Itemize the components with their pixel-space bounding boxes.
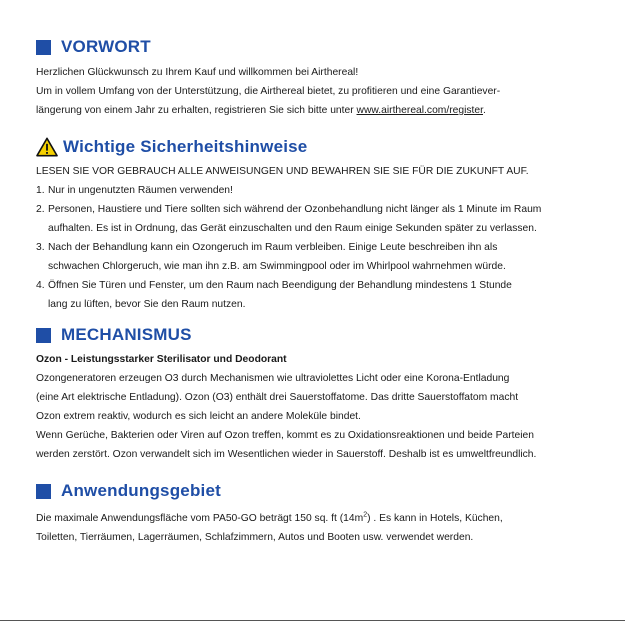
item-number: 4. [36,280,45,291]
usage-line-1 [36,509,596,528]
mechanism-line: werden zerstört. Ozon verwandelt sich im Wesentlichen wieder in Sauerstoff. Deshalb ist es umweltfreundlich. [36,449,537,460]
square-bullet-icon [36,484,51,499]
square-bullet-icon [36,40,51,55]
safety-item [36,276,596,314]
item-text: Personen, Haustiere und Tiere sollten sich während der Ozonbehandlung nicht länger als 1 Minute im Raum [48,204,542,215]
mechanism-line: Ozongeneratoren erzeugen O3 durch Mechanismen wie ultraviolettes Licht oder eine Korona-Entladung [36,373,510,384]
safety-item [36,238,596,276]
item-text-cont: schwachen Chlorgeruch, wie man ihn z.B. am Swimmingpool oder im Whirlpool wahrnehmen würde. [48,261,506,272]
usage-heading [36,480,596,502]
item-number: 2. [36,204,45,215]
safety-section [36,134,596,314]
vorwort-line-2: Um in vollem Umfang von der Unterstützung, die Airthereal bietet, zu profitieren und eine Garantiever- [36,86,501,97]
mechanism-line: Ozon extrem reaktiv, wodurch es sich leicht an andere Moleküle bindet. [36,411,361,422]
mechanism-line: (eine Art elektrische Entladung). Ozon (O3) enthält drei Sauerstoffatome. Das dritte Sauerstoffatom macht [36,392,519,403]
item-number: 3. [36,242,45,253]
square-bullet-icon [36,328,51,343]
usage-superscript: 2 [363,511,368,519]
safety-title: Wichtige Sicherheitshinweise [63,137,308,156]
safety-intro: LESEN SIE VOR GEBRAUCH ALLE ANWEISUNGEN UND BEWAHREN SIE SIE FÜR DIE ZUKUNFT AUF. [36,166,529,177]
warning-icon [36,137,58,157]
usage-title: Anwendungsgebiet [61,481,221,500]
register-link[interactable]: www.airthereal.com/register [356,105,483,116]
vorwort-title: VORWORT [61,37,151,56]
vorwort-heading [36,36,596,58]
safety-list [36,181,596,314]
vorwort-section [36,36,596,120]
vorwort-line-1: Herzlichen Glückwunsch zu Ihrem Kauf und willkommen bei Airthereal! [36,67,359,78]
vorwort-line-3-suffix: . [483,105,486,116]
usage-section [36,480,596,547]
usage-line-1-prefix: Die maximale Anwendungsfläche vom PA50-GO beträgt 150 sq. ft (14m [36,513,364,524]
item-text: Nach der Behandlung kann ein Ozongeruch im Raum verbleiben. Einige Leute beschreiben ihn als [48,242,498,253]
safety-item [36,200,596,238]
item-text-cont: lang zu lüften, bevor Sie den Raum nutzen. [48,299,246,310]
vorwort-line-3-prefix: längerung von einem Jahr zu erhalten, registrieren Sie sich bitte unter [36,105,357,116]
usage-line-2: Toiletten, Tierräumen, Lagerräumen, Schlafzimmern, Autos und Booten usw. verwendet werden. [36,532,474,543]
mechanism-subtitle: Ozon - Leistungsstarker Sterilisator und Deodorant [36,354,287,365]
item-text: Nur in ungenutzten Räumen verwenden! [48,185,233,196]
vorwort-line-3 [36,101,596,120]
mechanism-title: MECHANISMUS [61,325,192,344]
safety-heading [36,134,596,160]
item-text: Öffnen Sie Türen und Fenster, um den Raum nach Beendigung der Behandlung mindestens 1 Stunde [48,280,512,291]
item-number: 1. [36,185,45,196]
footer-divider [0,620,625,621]
mechanism-line: Wenn Gerüche, Bakterien oder Viren auf Ozon treffen, kommt es zu Oxidationsreaktionen und beide Parteien [36,430,534,441]
safety-item [36,181,596,200]
item-text-cont: aufhalten. Es ist in Ordnung, das Gerät einzuschalten und den Raum einige Sekunden später zu verlassen. [48,223,537,234]
mechanism-heading [36,324,596,346]
usage-line-1-suffix: ) . Es kann in Hotels, Küchen, [367,513,503,524]
mechanism-section [36,324,596,464]
